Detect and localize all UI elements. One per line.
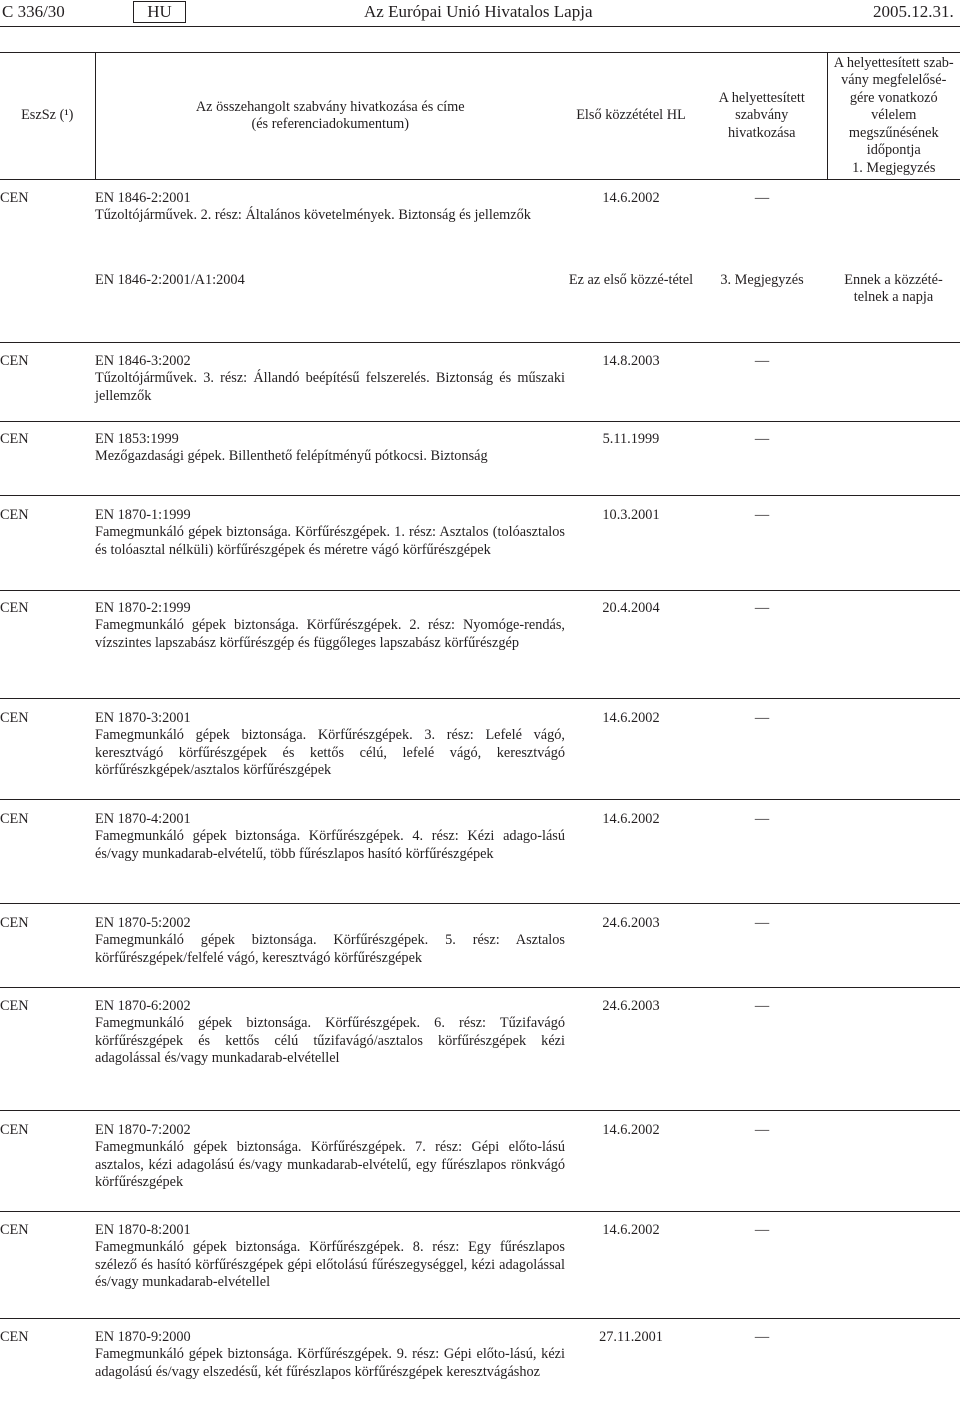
table-row bbox=[0, 699, 960, 800]
first-publication-cell: 10.3.2001 bbox=[565, 496, 697, 591]
first-publication-cell: 24.6.2003 bbox=[565, 988, 697, 1111]
standard-cell bbox=[95, 180, 565, 261]
standard-cell bbox=[95, 699, 565, 800]
first-publication-cell: 20.4.2004 bbox=[565, 591, 697, 699]
cessation-date-cell bbox=[827, 800, 960, 904]
standards-table bbox=[0, 52, 960, 1414]
cessation-date-cell bbox=[827, 591, 960, 699]
standard-code: EN 1846-3:2002 bbox=[95, 353, 191, 369]
table-row bbox=[0, 422, 960, 496]
language-badge: HU bbox=[133, 1, 186, 23]
superseded-standard-cell: — bbox=[697, 343, 827, 422]
standard-title: Famegmunkáló gépek biztonsága. Körfűrészgépek. 4. rész: Kézi adago-lású és/vagy munkadarab-elvételű, több fűrészlapos hasító körfűrészgépek bbox=[95, 828, 565, 862]
superseded-standard-cell: — bbox=[697, 800, 827, 904]
superseded-standard-cell: — bbox=[697, 988, 827, 1111]
first-publication-cell: 14.6.2002 bbox=[565, 1212, 697, 1319]
standard-code: EN 1870-5:2002 bbox=[95, 915, 191, 931]
standard-title: Famegmunkáló gépek biztonsága. Körfűrészgépek. 9. rész: Gépi előto-lású, kézi adagolású és/vagy elszedésű, két fűrészlapos körfűrészgépek keresztvágáshoz bbox=[95, 1346, 565, 1380]
organisation-cell: CEN bbox=[0, 422, 95, 496]
standard-code: EN 1870-7:2002 bbox=[95, 1122, 191, 1138]
organisation-cell: CEN bbox=[0, 190, 29, 206]
superseded-standard-cell: — bbox=[697, 591, 827, 699]
column-header-cessation-date: A helyettesített szab- vány megfelelősé- gére vonatkozó vélelem megszűnésének időpontja 1. Megjegyzés bbox=[827, 53, 960, 180]
standard-title: Famegmunkáló gépek biztonsága. Körfűrészgépek. 7. rész: Gépi előto-lású asztalos, kézi adagolású és/vagy munkadarab-elvételű, egy fűrészlapos rönkvágó körfűrészgépek bbox=[95, 1139, 565, 1191]
standard-title: Famegmunkáló gépek biztonsága. Körfűrészgépek. 6. rész: Tűzifavágó körfűrészgépek és kettős célú tűzifavágó/asztalos körfűrészgépek kézi adagolással és/vagy munkadarab-elvétellel bbox=[95, 1015, 565, 1067]
cessation-date-cell bbox=[827, 1319, 960, 1414]
organisation-cell: CEN bbox=[0, 1212, 95, 1319]
standard-code: EN 1870-3:2001 bbox=[95, 710, 191, 726]
cessation-date-cell bbox=[827, 699, 960, 800]
cessation-date-cell: Ennek a közzété-telnek a napja bbox=[827, 261, 960, 343]
standard-cell bbox=[95, 343, 565, 422]
table-row bbox=[0, 180, 960, 261]
table-row bbox=[0, 988, 960, 1111]
superseded-standard-cell: — bbox=[697, 699, 827, 800]
table-row bbox=[0, 1111, 960, 1212]
standard-cell bbox=[95, 1111, 565, 1212]
standard-cell bbox=[95, 261, 565, 343]
table-row bbox=[0, 800, 960, 904]
superseded-standard-cell: — bbox=[697, 1111, 827, 1212]
column-header-first-publication: Első közzététel HL bbox=[565, 53, 697, 180]
table-row bbox=[0, 591, 960, 699]
issue-date: 2005.12.31. bbox=[873, 2, 954, 21]
table-row bbox=[0, 904, 960, 988]
standard-title: Famegmunkáló gépek biztonsága. Körfűrészgépek. 5. rész: Asztalos körfűrészgépek/felfelé vágó, keresztvágó körfűrészgépek bbox=[95, 932, 565, 966]
standard-code: EN 1870-4:2001 bbox=[95, 811, 191, 827]
journal-title: Az Európai Unió Hivatalos Lapja bbox=[364, 2, 593, 21]
standard-title: Famegmunkáló gépek biztonsága. Körfűrészgépek. 3. rész: Lefelé vágó, keresztvágó körfűrészgépek és kettős célú, lefelé vágó, keresztvágó körfűrészkgépek/asztalos körfűrészgépek bbox=[95, 727, 565, 779]
column-header-superseded-standard: A helyettesített szabvány hivatkozása bbox=[697, 53, 827, 180]
standard-cell bbox=[95, 800, 565, 904]
standard-cell bbox=[95, 1212, 565, 1319]
table-row bbox=[0, 1319, 960, 1414]
superseded-standard-cell: — bbox=[754, 1329, 770, 1345]
table-row bbox=[0, 343, 960, 422]
first-publication-cell: 14.6.2002 bbox=[602, 190, 660, 206]
organisation-cell: CEN bbox=[0, 800, 95, 904]
page-header bbox=[0, 0, 960, 24]
first-publication-cell: 5.11.1999 bbox=[565, 422, 697, 496]
first-publication-cell: 14.6.2002 bbox=[565, 800, 697, 904]
standard-title: Famegmunkáló gépek biztonsága. Körfűrészgépek. 1. rész: Asztalos (tolóasztalos és tolóasztal nélküli) körfűrészgépek és méretre vágó körfűrészgépek bbox=[95, 524, 565, 558]
page-reference: C 336/30 bbox=[2, 2, 65, 21]
organisation-cell: CEN bbox=[0, 988, 95, 1111]
table-header-row bbox=[0, 53, 960, 180]
standard-code: EN 1870-6:2002 bbox=[95, 998, 191, 1014]
table-row bbox=[0, 1212, 960, 1319]
cessation-date-cell bbox=[827, 1212, 960, 1319]
superseded-standard-cell: 3. Megjegyzés bbox=[697, 261, 827, 343]
standard-code: EN 1870-9:2000 bbox=[95, 1329, 191, 1345]
table-row bbox=[0, 261, 960, 343]
organisation-cell: CEN bbox=[0, 699, 95, 800]
header-rule bbox=[0, 26, 960, 27]
first-publication-cell: 27.11.2001 bbox=[599, 1329, 663, 1345]
column-header-organisation: EszSz (¹) bbox=[0, 53, 95, 180]
cessation-date-cell bbox=[827, 1111, 960, 1212]
standard-cell bbox=[95, 422, 565, 496]
standard-cell bbox=[95, 988, 565, 1111]
standard-title: Tűzoltójárművek. 2. rész: Általános követelmények. Biztonság és jellemzők bbox=[95, 207, 531, 224]
standard-title: Mezőgazdasági gépek. Billenthető felépítményű pótkocsi. Biztonság bbox=[95, 448, 488, 465]
standard-code: EN 1846-2:2001/A1:2004 bbox=[95, 271, 245, 288]
standard-title: Famegmunkáló gépek biztonsága. Körfűrészgépek. 2. rész: Nyomóge-rendás, vízszintes lapszabász körfűrészgép és függőleges lapszabász körfűrészgép bbox=[95, 617, 565, 651]
standard-cell bbox=[95, 1319, 565, 1414]
table-row bbox=[0, 496, 960, 591]
cessation-date-cell bbox=[827, 180, 960, 261]
cessation-date-cell bbox=[827, 904, 960, 988]
superseded-standard-cell: — bbox=[754, 190, 770, 206]
standard-code: EN 1870-1:1999 bbox=[95, 507, 191, 523]
cessation-date-cell bbox=[827, 422, 960, 496]
first-publication-cell: 14.6.2002 bbox=[565, 699, 697, 800]
cessation-date-cell bbox=[827, 343, 960, 422]
standard-title: Famegmunkáló gépek biztonsága. Körfűrészgépek. 8. rész: Egy fűrészlapos szélező és hasító körfűrészgépek gépi előtolású fűrészegységgel, kézi adagolással és/vagy munkadarab-elvétellel bbox=[95, 1239, 565, 1291]
standard-cell bbox=[95, 496, 565, 591]
superseded-standard-cell: — bbox=[697, 422, 827, 496]
standard-code: EN 1870-8:2001 bbox=[95, 1222, 191, 1238]
column-header-standard: Az összehangolt szabvány hivatkozása és címe (és referenciadokumentum) bbox=[95, 53, 565, 180]
standard-code: EN 1846-2:2001 bbox=[95, 190, 191, 206]
organisation-cell: CEN bbox=[0, 904, 95, 988]
organisation-cell: CEN bbox=[0, 1111, 95, 1212]
first-publication-cell: 24.6.2003 bbox=[565, 904, 697, 988]
organisation-cell: CEN bbox=[0, 343, 95, 422]
first-publication-cell: Ez az első közzé-tétel bbox=[565, 261, 697, 343]
standard-code: EN 1870-2:1999 bbox=[95, 600, 191, 616]
superseded-standard-cell: — bbox=[697, 496, 827, 591]
first-publication-cell: 14.6.2002 bbox=[565, 1111, 697, 1212]
standard-cell bbox=[95, 591, 565, 699]
organisation-cell: CEN bbox=[0, 1329, 29, 1345]
standard-cell bbox=[95, 904, 565, 988]
organisation-cell bbox=[0, 261, 95, 343]
superseded-standard-cell: — bbox=[697, 1212, 827, 1319]
superseded-standard-cell: — bbox=[697, 904, 827, 988]
organisation-cell: CEN bbox=[0, 496, 95, 591]
organisation-cell: CEN bbox=[0, 591, 95, 699]
standard-title: Tűzoltójárművek. 3. rész: Állandó beépítésű felszerelés. Biztonság és műszaki jellemzők bbox=[95, 370, 565, 404]
standard-code: EN 1853:1999 bbox=[95, 431, 179, 447]
first-publication-cell: 14.8.2003 bbox=[565, 343, 697, 422]
cessation-date-cell bbox=[827, 496, 960, 591]
cessation-date-cell bbox=[827, 988, 960, 1111]
